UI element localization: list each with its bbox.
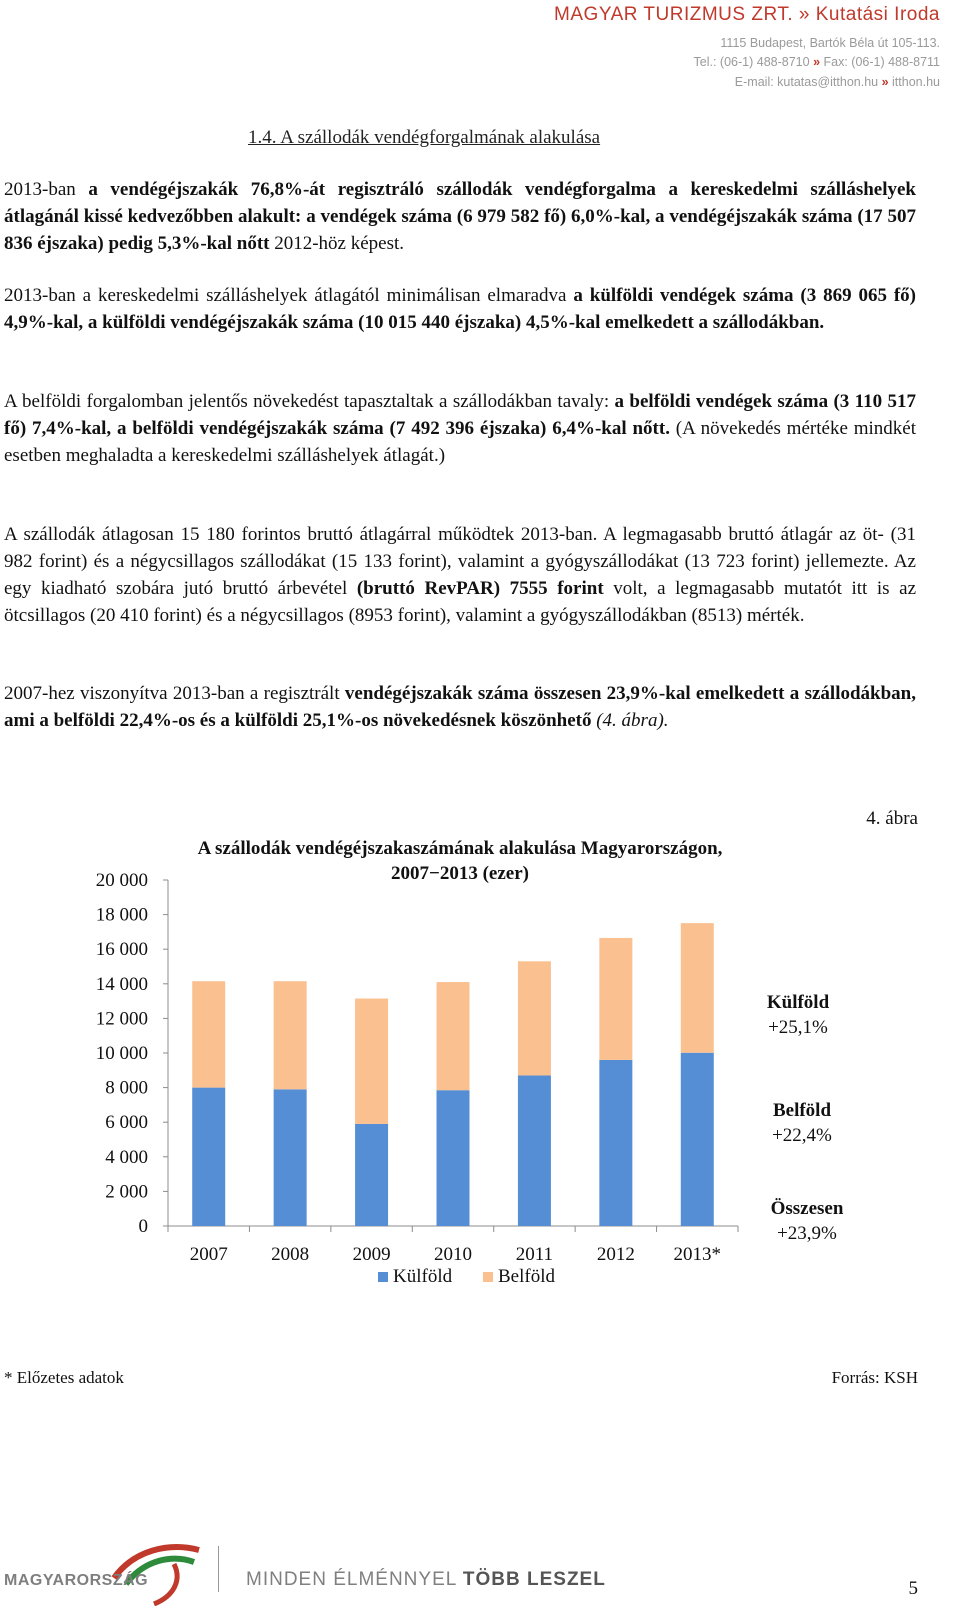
y-tick-label: 20 000 (95, 870, 148, 891)
annotation-belfold (752, 1098, 852, 1148)
p3-text-bold: a belföldi vendégek száma (3 110 517 fő) 7,4%-kal, a belföldi vendégéjszakák száma (7 492 396 éjszaka) 6,4%-kal nőtt. (4, 391, 916, 439)
annotation-osszesen-title: Összesen (770, 1198, 844, 1219)
legend-swatch-külföld (378, 1272, 388, 1282)
paragraph-1 (4, 176, 916, 257)
p5-text-bold: vendégéjszakák száma összesen 23,9%-kal emelkedett a szállodákban, ami a belföldi 22,4%-os és a külföldi 25,1%-os növekedésnek köszönhető (4, 683, 916, 731)
bar-belföld-2011 (518, 961, 551, 1075)
p4-text-a: A szállodák átlagosan 15 180 forintos bruttó átlagárral működtek 2013-ban. A legmagasabb bruttó átlagár az öt- (31 982 forint) és a négycsillagos szállodákat (15 133 forint), valamint a gyógyszállodákat (13 723 forint) jellemezte. Az egy kiadható szobára jutó bruttó árbevétel (4, 524, 916, 599)
bar-külföld-2010 (437, 1090, 470, 1226)
page-number: 5 (908, 1578, 918, 1599)
footer-slogan-b: TÖBB LESZEL (462, 1569, 606, 1590)
header-email[interactable]: E-mail: kutatas@itthon.hu (734, 75, 879, 89)
x-tick-label: 2013* (673, 1244, 722, 1265)
p5-text-a: 2007-hez viszonyítva 2013-ban a regisztrált (4, 683, 345, 704)
annotation-kulfold-title: Külföld (766, 992, 830, 1013)
footnote-source: Forrás: KSH (831, 1368, 918, 1387)
y-tick-label: 14 000 (95, 973, 148, 995)
bar-külföld-2013 (681, 1053, 714, 1226)
bar-külföld-2008 (274, 1089, 307, 1226)
annotation-belfold-value: +22,4% (772, 1125, 832, 1146)
x-tick-label: 2007 (189, 1244, 228, 1265)
arrow-icon: » (881, 75, 889, 89)
paragraph-2 (4, 282, 916, 336)
x-tick-label: 2012 (596, 1244, 635, 1265)
y-tick-label: 18 000 (95, 904, 148, 926)
bar-külföld-2009 (355, 1124, 388, 1226)
bar-belföld-2008 (274, 981, 307, 1089)
brand-separator: » (793, 4, 816, 25)
y-tick-label: 4 000 (105, 1146, 148, 1168)
annotation-osszesen (752, 1196, 862, 1246)
x-tick-label: 2011 (515, 1244, 554, 1265)
annotation-kulfold (752, 990, 844, 1040)
bar-belföld-2013 (681, 923, 714, 1053)
x-tick-label: 2010 (434, 1244, 472, 1265)
header-brand (554, 4, 940, 26)
footer-slogan-a: MINDEN ÉLMÉNNYEL (246, 1569, 463, 1590)
paragraph-5 (4, 680, 916, 734)
footer-country: MAGYARORSZÁG (4, 1572, 149, 1589)
annotation-belfold-title: Belföld (772, 1100, 832, 1121)
p2-text-a: 2013-ban a kereskedelmi szálláshelyek átlagától minimálisan elmaradva (4, 285, 574, 306)
arrow-icon: » (813, 55, 821, 69)
bar-belföld-2010 (437, 982, 470, 1090)
paragraph-3 (4, 388, 916, 469)
brand-name: MAGYAR TURIZMUS ZRT. (554, 4, 794, 25)
y-tick-label: 12 000 (95, 1008, 148, 1030)
bar-külföld-2007 (192, 1088, 225, 1226)
p2-text-bold: a külföldi vendégek száma (3 869 065 fő) 4,9%-kal, a külföldi vendégéjszakák száma (10 015 440 éjszaka) 4,5%-kal emelkedett a szállodákban. (4, 285, 916, 333)
y-tick-label: 10 000 (95, 1043, 148, 1064)
y-tick-label: 16 000 (95, 939, 148, 961)
bar-külföld-2012 (599, 1060, 632, 1226)
y-tick-label: 2 000 (105, 1181, 148, 1203)
x-tick-label: 2009 (352, 1244, 391, 1265)
y-tick-label: 0 (138, 1216, 148, 1237)
p5-text-ref: (4. ábra). (591, 710, 669, 731)
footnote-preliminary: * Előzetes adatok (4, 1368, 124, 1387)
p3-text-a: A belföldi forgalomban jelentős növekedést tapasztaltak a szállodákban tavaly: (4, 391, 615, 412)
paragraph-4 (4, 521, 916, 629)
p4-text-c: volt, a legmagasabb mutatót itt is az ötcsillagos (20 410 forint) és a négycsillagos (8953 forint), valamint a gyógyszállodákban (8513) mérték. (4, 578, 916, 626)
p1-text-c: 2012-höz képest. (269, 233, 405, 254)
bar-belföld-2012 (599, 938, 632, 1060)
office-name: Kutatási Iroda (815, 4, 940, 25)
bar-belföld-2007 (192, 981, 225, 1087)
section-title: 1.4. A szállodák vendégforgalmának alakulása (248, 127, 601, 148)
figure-label: 4. ábra (866, 808, 918, 829)
annotation-kulfold-value: +25,1% (768, 1017, 828, 1038)
p1-text-a: 2013-ban (4, 179, 89, 200)
chart-title-line1: A szállodák vendégéjszakaszámának alakulása Magyarországon, (197, 838, 723, 859)
chart-title-line2: 2007−2013 (ezer) (391, 863, 529, 884)
annotation-osszesen-value: +23,9% (777, 1223, 837, 1244)
p4-text-bold: (bruttó RevPAR) 7555 forint (356, 578, 604, 599)
header-contact-line (735, 75, 940, 89)
y-tick-label: 6 000 (105, 1112, 148, 1134)
legend-label-belföld: Belföld (498, 1266, 555, 1287)
header-phone-line (694, 55, 940, 69)
x-tick-label: 2008 (271, 1244, 310, 1265)
footer-slogan (246, 1569, 606, 1591)
header-fax: Fax: (06-1) 488-8711 (823, 55, 940, 69)
p3-text-c: (A növekedés mértéke mindkét esetben meghaladta a kereskedelmi szálláshelyek átlagát.) (4, 418, 916, 466)
legend-label-külföld: Külföld (393, 1266, 453, 1287)
bar-külföld-2011 (518, 1075, 551, 1226)
p1-text-bold: a vendégéjszakák 76,8%-át regisztráló szállodák vendégforgalma a kereskedelmi szálláshelyek átlagánál kissé kedvezőbben alakult: a vendégek száma (6 979 582 fő) 6,0%-kal, a vendégéjszakák száma (17 507 836 éjszaka) pedig 5,3%-kal nőtt (4, 179, 916, 254)
legend-swatch-belföld (483, 1272, 493, 1282)
header-tel: Tel.: (06-1) 488-8710 (693, 55, 810, 69)
header-address: 1115 Budapest, Bartók Béla út 105-113. (720, 36, 940, 50)
footer-divider (218, 1546, 219, 1592)
header-web[interactable]: itthon.hu (892, 75, 940, 89)
bar-belföld-2009 (355, 999, 388, 1124)
y-tick-label: 8 000 (105, 1077, 148, 1099)
